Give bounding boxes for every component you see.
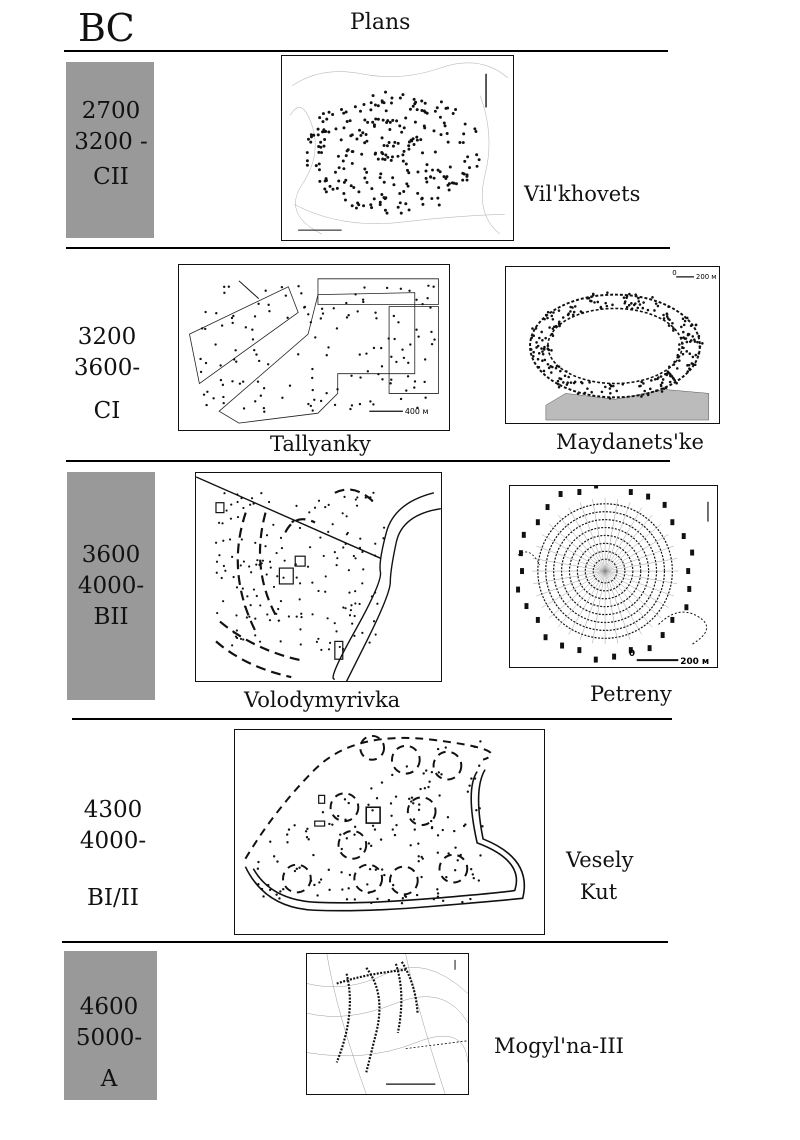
plan-tallyanky [178, 264, 450, 431]
period-label-cii [64, 96, 158, 193]
site-label-kut: Kut [580, 880, 618, 904]
scale-label: 200 м [680, 657, 710, 667]
header-plans: Plans [350, 10, 411, 35]
tallyanky-drawing [179, 265, 449, 430]
plan-vilkhovets [281, 55, 514, 241]
mogylna-drawing [307, 954, 468, 1094]
scale-label: 400 м [404, 407, 429, 417]
period-line: 3200 - [74, 129, 148, 155]
scale-zero: 0 [672, 268, 677, 277]
volodymyrivka-drawing [196, 473, 441, 681]
period-line: CI [93, 398, 121, 424]
site-label-vilkhovets: Vil'khovets [524, 182, 641, 206]
period-line: CII [93, 164, 129, 190]
petreny-drawing [510, 486, 717, 667]
site-label-tallyanky: Tallyanky [270, 432, 371, 456]
divider-line [66, 247, 670, 249]
maydanetske-drawing [506, 267, 719, 423]
vilkhovets-drawing [282, 56, 513, 240]
period-line: A [100, 1066, 118, 1092]
period-line: 5000- [75, 1025, 143, 1051]
period-line: 4300 [83, 797, 143, 823]
site-label-maydanetske: Maydanets'ke [556, 430, 704, 454]
period-line: 3600 [81, 542, 141, 568]
period-line: 4600 [79, 994, 139, 1020]
vesely-kut-drawing [235, 730, 544, 934]
divider-line [72, 718, 672, 720]
period-line: 3200 [77, 324, 137, 350]
period-line: 4000- [77, 573, 145, 599]
plan-volodymyrivka [195, 472, 442, 682]
site-label-vesely: Vesely [566, 848, 634, 872]
plan-mogylna [306, 953, 469, 1095]
period-line: 4000- [79, 828, 147, 854]
divider-line [66, 460, 670, 462]
period-line: BII [93, 604, 129, 630]
divider-line [62, 941, 668, 943]
period-label-bii [64, 540, 158, 633]
scale-zero: 0 [628, 649, 636, 660]
period-label-ci [60, 322, 154, 427]
period-label-a [62, 992, 156, 1095]
period-line: BI/II [87, 885, 139, 911]
site-label-volodymyrivka: Volodymyrivka [244, 688, 401, 712]
period-line: 3600- [73, 355, 141, 381]
site-label-mogylna: Mogyl'na-III [494, 1034, 624, 1058]
header-bc: BC [78, 6, 134, 50]
divider-line [64, 50, 668, 52]
period-line: 2700 [81, 98, 141, 124]
scale-label: 200 м [695, 272, 717, 281]
site-label-petreny: Petreny [590, 682, 672, 706]
plan-maydanetske [505, 266, 720, 424]
plan-vesely-kut [234, 729, 545, 935]
period-label-bi-ii [66, 795, 160, 914]
plan-petreny [509, 485, 718, 668]
